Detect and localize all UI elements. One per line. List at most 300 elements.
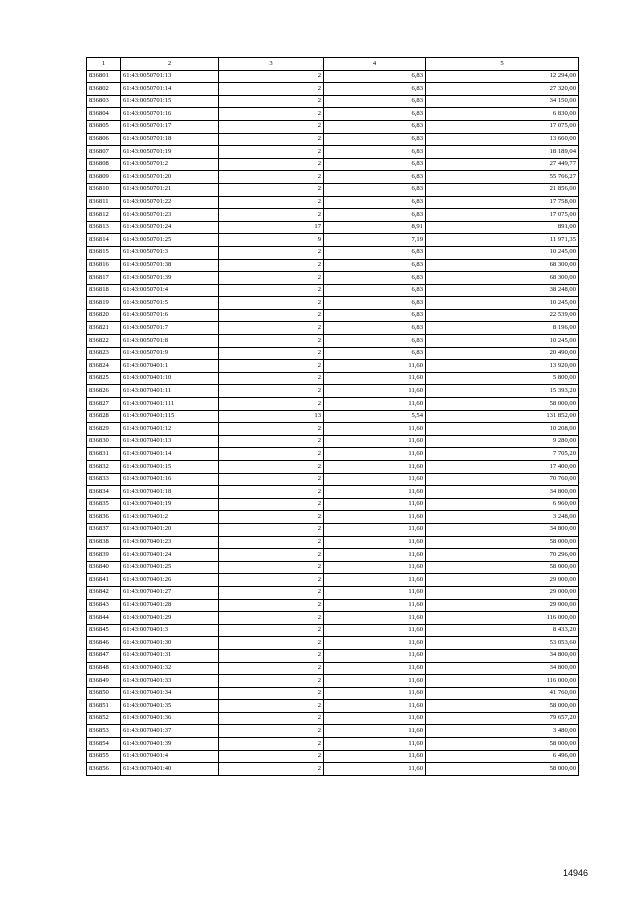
cadastral-number-cell: 61:43:0070401:115 bbox=[121, 410, 219, 423]
rate-cell: 11,60 bbox=[324, 372, 426, 385]
category-cell: 2 bbox=[219, 335, 324, 348]
value-cell: 38 248,00 bbox=[426, 284, 579, 297]
rate-cell: 11,60 bbox=[324, 675, 426, 688]
row-number-cell: 836834 bbox=[87, 486, 121, 499]
table-row bbox=[87, 612, 579, 625]
rate-cell: 11,60 bbox=[324, 498, 426, 511]
cadastral-number-cell: 61:43:0050701:8 bbox=[121, 335, 219, 348]
rate-cell: 6,83 bbox=[324, 95, 426, 108]
table-row bbox=[87, 712, 579, 725]
cadastral-number-cell: 61:43:0050701:6 bbox=[121, 309, 219, 322]
row-number-cell: 836803 bbox=[87, 95, 121, 108]
cadastral-number-cell: 61:43:0070401:23 bbox=[121, 536, 219, 549]
rate-cell: 6,83 bbox=[324, 83, 426, 96]
rate-cell: 11,60 bbox=[324, 473, 426, 486]
rate-cell: 6,83 bbox=[324, 335, 426, 348]
row-number-cell: 836838 bbox=[87, 536, 121, 549]
table-row bbox=[87, 209, 579, 222]
rate-cell: 11,60 bbox=[324, 700, 426, 713]
rate-cell: 5,54 bbox=[324, 410, 426, 423]
category-cell: 2 bbox=[219, 158, 324, 171]
rate-cell: 11,60 bbox=[324, 486, 426, 499]
rate-cell: 6,83 bbox=[324, 322, 426, 335]
value-cell: 6 830,00 bbox=[426, 108, 579, 121]
category-cell: 2 bbox=[219, 297, 324, 310]
table-row bbox=[87, 309, 579, 322]
table-row bbox=[87, 259, 579, 272]
table-row bbox=[87, 586, 579, 599]
value-cell: 891,00 bbox=[426, 221, 579, 234]
rate-cell: 11,60 bbox=[324, 385, 426, 398]
value-cell: 70 760,00 bbox=[426, 473, 579, 486]
row-number-cell: 836846 bbox=[87, 637, 121, 650]
category-cell: 2 bbox=[219, 738, 324, 751]
table-row bbox=[87, 171, 579, 184]
row-number-cell: 836836 bbox=[87, 511, 121, 524]
rate-cell: 11,60 bbox=[324, 599, 426, 612]
rate-cell: 11,60 bbox=[324, 523, 426, 536]
value-cell: 53 053,60 bbox=[426, 637, 579, 650]
cadastral-number-cell: 61:43:0070401:33 bbox=[121, 675, 219, 688]
category-cell: 2 bbox=[219, 347, 324, 360]
cadastral-number-cell: 61:43:0050701:7 bbox=[121, 322, 219, 335]
cadastral-number-cell: 61:43:0050701:25 bbox=[121, 234, 219, 247]
row-number-cell: 836827 bbox=[87, 398, 121, 411]
category-cell: 2 bbox=[219, 309, 324, 322]
category-cell: 2 bbox=[219, 196, 324, 209]
rate-cell: 6,83 bbox=[324, 133, 426, 146]
rate-cell: 6,83 bbox=[324, 246, 426, 259]
value-cell: 10 245,00 bbox=[426, 297, 579, 310]
cadastral-number-cell: 61:43:0070401:31 bbox=[121, 649, 219, 662]
table-row bbox=[87, 624, 579, 637]
table-row bbox=[87, 700, 579, 713]
row-number-cell: 836819 bbox=[87, 297, 121, 310]
row-number-cell: 836854 bbox=[87, 738, 121, 751]
table-row bbox=[87, 246, 579, 259]
cadastral-number-cell: 61:43:0070401:20 bbox=[121, 523, 219, 536]
table-row bbox=[87, 398, 579, 411]
table-row bbox=[87, 335, 579, 348]
table-row bbox=[87, 448, 579, 461]
cadastral-number-cell: 61:43:0050701:5 bbox=[121, 297, 219, 310]
value-cell: 13 920,00 bbox=[426, 360, 579, 373]
table-row bbox=[87, 322, 579, 335]
cadastral-number-cell: 61:43:0070401:29 bbox=[121, 612, 219, 625]
rate-cell: 11,60 bbox=[324, 461, 426, 474]
rate-cell: 6,83 bbox=[324, 347, 426, 360]
rate-cell: 6,83 bbox=[324, 120, 426, 133]
column-header: 4 bbox=[324, 58, 426, 71]
category-cell: 2 bbox=[219, 649, 324, 662]
value-cell: 11 971,35 bbox=[426, 234, 579, 247]
row-number-cell: 836843 bbox=[87, 599, 121, 612]
cadastral-number-cell: 61:43:0070401:16 bbox=[121, 473, 219, 486]
row-number-cell: 836841 bbox=[87, 574, 121, 587]
cadastral-number-cell: 61:43:0070401:19 bbox=[121, 498, 219, 511]
value-cell: 7 705,20 bbox=[426, 448, 579, 461]
category-cell: 2 bbox=[219, 448, 324, 461]
table-row bbox=[87, 738, 579, 751]
category-cell: 2 bbox=[219, 511, 324, 524]
table-row bbox=[87, 372, 579, 385]
rate-cell: 6,83 bbox=[324, 171, 426, 184]
value-cell: 68 300,00 bbox=[426, 259, 579, 272]
rate-cell: 11,60 bbox=[324, 398, 426, 411]
table-row bbox=[87, 385, 579, 398]
table-row bbox=[87, 561, 579, 574]
row-number-cell: 836851 bbox=[87, 700, 121, 713]
rate-cell: 11,60 bbox=[324, 448, 426, 461]
row-number-cell: 836814 bbox=[87, 234, 121, 247]
rate-cell: 8,91 bbox=[324, 221, 426, 234]
cadastral-number-cell: 61:43:0070401:13 bbox=[121, 435, 219, 448]
cadastral-number-cell: 61:43:0070401:32 bbox=[121, 662, 219, 675]
category-cell: 2 bbox=[219, 284, 324, 297]
cadastral-number-cell: 61:43:0050701:38 bbox=[121, 259, 219, 272]
row-number-cell: 836811 bbox=[87, 196, 121, 209]
cadastral-number-cell: 61:43:0050701:9 bbox=[121, 347, 219, 360]
cadastral-number-cell: 61:43:0070401:15 bbox=[121, 461, 219, 474]
cadastral-number-cell: 61:43:0070401:1 bbox=[121, 360, 219, 373]
category-cell: 2 bbox=[219, 183, 324, 196]
value-cell: 10 208,00 bbox=[426, 423, 579, 436]
table-row bbox=[87, 183, 579, 196]
cadastral-number-cell: 61:43:0050701:18 bbox=[121, 133, 219, 146]
rate-cell: 11,60 bbox=[324, 687, 426, 700]
table-row bbox=[87, 297, 579, 310]
value-cell: 29 000,00 bbox=[426, 586, 579, 599]
value-cell: 8 196,00 bbox=[426, 322, 579, 335]
row-number-cell: 836832 bbox=[87, 461, 121, 474]
table-row bbox=[87, 435, 579, 448]
category-cell: 2 bbox=[219, 725, 324, 738]
value-cell: 34 800,00 bbox=[426, 649, 579, 662]
category-cell: 2 bbox=[219, 586, 324, 599]
table-body bbox=[87, 70, 579, 775]
table-row bbox=[87, 687, 579, 700]
cadastral-number-cell: 61:43:0070401:18 bbox=[121, 486, 219, 499]
table-row bbox=[87, 763, 579, 776]
table-row bbox=[87, 637, 579, 650]
row-number-cell: 836847 bbox=[87, 649, 121, 662]
value-cell: 29 000,00 bbox=[426, 574, 579, 587]
value-cell: 8 433,20 bbox=[426, 624, 579, 637]
category-cell: 2 bbox=[219, 398, 324, 411]
category-cell: 2 bbox=[219, 385, 324, 398]
category-cell: 2 bbox=[219, 473, 324, 486]
table-row bbox=[87, 234, 579, 247]
row-number-cell: 836822 bbox=[87, 335, 121, 348]
value-cell: 29 000,00 bbox=[426, 599, 579, 612]
row-number-cell: 836810 bbox=[87, 183, 121, 196]
table-row bbox=[87, 498, 579, 511]
row-number-cell: 836807 bbox=[87, 146, 121, 159]
value-cell: 58 000,00 bbox=[426, 398, 579, 411]
value-cell: 34 800,00 bbox=[426, 486, 579, 499]
row-number-cell: 836829 bbox=[87, 423, 121, 436]
value-cell: 17 075,00 bbox=[426, 209, 579, 222]
value-cell: 3 480,00 bbox=[426, 725, 579, 738]
cadastral-number-cell: 61:43:0050701:17 bbox=[121, 120, 219, 133]
rate-cell: 11,60 bbox=[324, 725, 426, 738]
row-number-cell: 836855 bbox=[87, 750, 121, 763]
table-row bbox=[87, 423, 579, 436]
category-cell: 9 bbox=[219, 234, 324, 247]
cadastral-number-cell: 61:43:0050701:23 bbox=[121, 209, 219, 222]
rate-cell: 6,83 bbox=[324, 259, 426, 272]
row-number-cell: 836839 bbox=[87, 549, 121, 562]
category-cell: 2 bbox=[219, 435, 324, 448]
row-number-cell: 836848 bbox=[87, 662, 121, 675]
value-cell: 70 296,00 bbox=[426, 549, 579, 562]
cadastral-number-cell: 61:43:0070401:30 bbox=[121, 637, 219, 650]
row-number-cell: 836806 bbox=[87, 133, 121, 146]
rate-cell: 11,60 bbox=[324, 649, 426, 662]
value-cell: 21 856,00 bbox=[426, 183, 579, 196]
value-cell: 58 000,00 bbox=[426, 763, 579, 776]
rate-cell: 6,83 bbox=[324, 70, 426, 83]
rate-cell: 11,60 bbox=[324, 750, 426, 763]
category-cell: 2 bbox=[219, 612, 324, 625]
table-row bbox=[87, 536, 579, 549]
document-sheet bbox=[86, 57, 578, 776]
rate-cell: 11,60 bbox=[324, 561, 426, 574]
row-number-cell: 836853 bbox=[87, 725, 121, 738]
row-number-cell: 836808 bbox=[87, 158, 121, 171]
table-row bbox=[87, 347, 579, 360]
category-cell: 2 bbox=[219, 259, 324, 272]
table-row bbox=[87, 750, 579, 763]
value-cell: 17 758,00 bbox=[426, 196, 579, 209]
cadastral-number-cell: 61:43:0050701:22 bbox=[121, 196, 219, 209]
column-header: 3 bbox=[219, 58, 324, 71]
row-number-cell: 836831 bbox=[87, 448, 121, 461]
table-row bbox=[87, 95, 579, 108]
value-cell: 5 800,00 bbox=[426, 372, 579, 385]
row-number-cell: 836813 bbox=[87, 221, 121, 234]
table-row bbox=[87, 523, 579, 536]
category-cell: 2 bbox=[219, 637, 324, 650]
category-cell: 17 bbox=[219, 221, 324, 234]
rate-cell: 11,60 bbox=[324, 423, 426, 436]
row-number-cell: 836842 bbox=[87, 586, 121, 599]
category-cell: 2 bbox=[219, 763, 324, 776]
cadastral-number-cell: 61:43:0070401:12 bbox=[121, 423, 219, 436]
category-cell: 2 bbox=[219, 171, 324, 184]
column-header: 1 bbox=[87, 58, 121, 71]
cadastral-number-cell: 61:43:0050701:13 bbox=[121, 70, 219, 83]
table-row bbox=[87, 360, 579, 373]
value-cell: 17 400,00 bbox=[426, 461, 579, 474]
table-row bbox=[87, 70, 579, 83]
row-number-cell: 836802 bbox=[87, 83, 121, 96]
rate-cell: 6,83 bbox=[324, 146, 426, 159]
row-number-cell: 836804 bbox=[87, 108, 121, 121]
value-cell: 10 245,00 bbox=[426, 335, 579, 348]
value-cell: 131 852,00 bbox=[426, 410, 579, 423]
category-cell: 2 bbox=[219, 461, 324, 474]
value-cell: 12 294,00 bbox=[426, 70, 579, 83]
category-cell: 2 bbox=[219, 322, 324, 335]
page-number: 14946 bbox=[562, 868, 588, 878]
value-cell: 68 300,00 bbox=[426, 272, 579, 285]
cadastral-number-cell: 61:43:0070401:34 bbox=[121, 687, 219, 700]
table-row bbox=[87, 461, 579, 474]
cadastral-number-cell: 61:43:0070401:37 bbox=[121, 725, 219, 738]
category-cell: 2 bbox=[219, 423, 324, 436]
value-cell: 58 000,00 bbox=[426, 700, 579, 713]
category-cell: 2 bbox=[219, 486, 324, 499]
category-cell: 2 bbox=[219, 624, 324, 637]
table-row bbox=[87, 410, 579, 423]
row-number-cell: 836828 bbox=[87, 410, 121, 423]
row-number-cell: 836849 bbox=[87, 675, 121, 688]
value-cell: 116 000,00 bbox=[426, 612, 579, 625]
category-cell: 2 bbox=[219, 599, 324, 612]
category-cell: 2 bbox=[219, 712, 324, 725]
category-cell: 2 bbox=[219, 536, 324, 549]
row-number-cell: 836820 bbox=[87, 309, 121, 322]
table-row bbox=[87, 158, 579, 171]
cadastral-table bbox=[86, 57, 579, 776]
category-cell: 2 bbox=[219, 272, 324, 285]
table-row bbox=[87, 486, 579, 499]
category-cell: 2 bbox=[219, 246, 324, 259]
category-cell: 2 bbox=[219, 360, 324, 373]
rate-cell: 6,83 bbox=[324, 158, 426, 171]
row-number-cell: 836852 bbox=[87, 712, 121, 725]
table-row bbox=[87, 83, 579, 96]
cadastral-number-cell: 61:43:0070401:14 bbox=[121, 448, 219, 461]
row-number-cell: 836812 bbox=[87, 209, 121, 222]
category-cell: 13 bbox=[219, 410, 324, 423]
rate-cell: 6,83 bbox=[324, 272, 426, 285]
value-cell: 15 393,20 bbox=[426, 385, 579, 398]
cadastral-number-cell: 61:43:0050701:15 bbox=[121, 95, 219, 108]
cadastral-number-cell: 61:43:0050701:16 bbox=[121, 108, 219, 121]
category-cell: 2 bbox=[219, 561, 324, 574]
value-cell: 20 490,00 bbox=[426, 347, 579, 360]
rate-cell: 11,60 bbox=[324, 435, 426, 448]
rate-cell: 11,60 bbox=[324, 612, 426, 625]
category-cell: 2 bbox=[219, 83, 324, 96]
column-header: 2 bbox=[121, 58, 219, 71]
row-number-cell: 836844 bbox=[87, 612, 121, 625]
rate-cell: 11,60 bbox=[324, 360, 426, 373]
table-row bbox=[87, 549, 579, 562]
row-number-cell: 836818 bbox=[87, 284, 121, 297]
value-cell: 27 449,77 bbox=[426, 158, 579, 171]
cadastral-number-cell: 61:43:0070401:25 bbox=[121, 561, 219, 574]
cadastral-number-cell: 61:43:0070401:27 bbox=[121, 586, 219, 599]
value-cell: 9 280,00 bbox=[426, 435, 579, 448]
row-number-cell: 836823 bbox=[87, 347, 121, 360]
category-cell: 2 bbox=[219, 108, 324, 121]
value-cell: 58 000,00 bbox=[426, 536, 579, 549]
cadastral-number-cell: 61:43:0070401:24 bbox=[121, 549, 219, 562]
cadastral-number-cell: 61:43:0050701:20 bbox=[121, 171, 219, 184]
cadastral-number-cell: 61:43:0070401:11 bbox=[121, 385, 219, 398]
cadastral-number-cell: 61:43:0070401:4 bbox=[121, 750, 219, 763]
category-cell: 2 bbox=[219, 372, 324, 385]
category-cell: 2 bbox=[219, 95, 324, 108]
rate-cell: 6,83 bbox=[324, 108, 426, 121]
row-number-cell: 836826 bbox=[87, 385, 121, 398]
rate-cell: 6,83 bbox=[324, 309, 426, 322]
row-number-cell: 836824 bbox=[87, 360, 121, 373]
category-cell: 2 bbox=[219, 687, 324, 700]
value-cell: 6 960,00 bbox=[426, 498, 579, 511]
rate-cell: 11,60 bbox=[324, 662, 426, 675]
rate-cell: 11,60 bbox=[324, 536, 426, 549]
value-cell: 18 189,04 bbox=[426, 146, 579, 159]
category-cell: 2 bbox=[219, 146, 324, 159]
rate-cell: 6,83 bbox=[324, 209, 426, 222]
category-cell: 2 bbox=[219, 662, 324, 675]
rate-cell: 11,60 bbox=[324, 637, 426, 650]
cadastral-number-cell: 61:43:0070401:40 bbox=[121, 763, 219, 776]
cadastral-number-cell: 61:43:0070401:2 bbox=[121, 511, 219, 524]
table-row bbox=[87, 662, 579, 675]
value-cell: 34 800,00 bbox=[426, 662, 579, 675]
table-row bbox=[87, 108, 579, 121]
category-cell: 2 bbox=[219, 523, 324, 536]
row-number-cell: 836837 bbox=[87, 523, 121, 536]
rate-cell: 11,60 bbox=[324, 763, 426, 776]
rate-cell: 11,60 bbox=[324, 738, 426, 751]
category-cell: 2 bbox=[219, 70, 324, 83]
table-row bbox=[87, 120, 579, 133]
row-number-cell: 836816 bbox=[87, 259, 121, 272]
row-number-cell: 836815 bbox=[87, 246, 121, 259]
row-number-cell: 836833 bbox=[87, 473, 121, 486]
cadastral-number-cell: 61:43:0050701:24 bbox=[121, 221, 219, 234]
table-row bbox=[87, 574, 579, 587]
table-row bbox=[87, 133, 579, 146]
value-cell: 13 660,00 bbox=[426, 133, 579, 146]
rate-cell: 11,60 bbox=[324, 511, 426, 524]
cadastral-number-cell: 61:43:0070401:10 bbox=[121, 372, 219, 385]
table-row bbox=[87, 649, 579, 662]
value-cell: 6 496,00 bbox=[426, 750, 579, 763]
rate-cell: 6,83 bbox=[324, 297, 426, 310]
category-cell: 2 bbox=[219, 120, 324, 133]
cadastral-number-cell: 61:43:0070401:111 bbox=[121, 398, 219, 411]
rate-cell: 11,60 bbox=[324, 586, 426, 599]
row-number-cell: 836845 bbox=[87, 624, 121, 637]
row-number-cell: 836850 bbox=[87, 687, 121, 700]
cadastral-number-cell: 61:43:0050701:3 bbox=[121, 246, 219, 259]
cadastral-number-cell: 61:43:0070401:39 bbox=[121, 738, 219, 751]
rate-cell: 11,60 bbox=[324, 549, 426, 562]
rate-cell: 7,19 bbox=[324, 234, 426, 247]
value-cell: 17 075,00 bbox=[426, 120, 579, 133]
rate-cell: 6,83 bbox=[324, 196, 426, 209]
row-number-cell: 836821 bbox=[87, 322, 121, 335]
cadastral-number-cell: 61:43:0070401:26 bbox=[121, 574, 219, 587]
rate-cell: 11,60 bbox=[324, 712, 426, 725]
rate-cell: 11,60 bbox=[324, 624, 426, 637]
cadastral-number-cell: 61:43:0070401:36 bbox=[121, 712, 219, 725]
table-row bbox=[87, 146, 579, 159]
rate-cell: 11,60 bbox=[324, 574, 426, 587]
value-cell: 22 539,00 bbox=[426, 309, 579, 322]
category-cell: 2 bbox=[219, 133, 324, 146]
category-cell: 2 bbox=[219, 675, 324, 688]
value-cell: 41 760,00 bbox=[426, 687, 579, 700]
value-cell: 10 245,00 bbox=[426, 246, 579, 259]
